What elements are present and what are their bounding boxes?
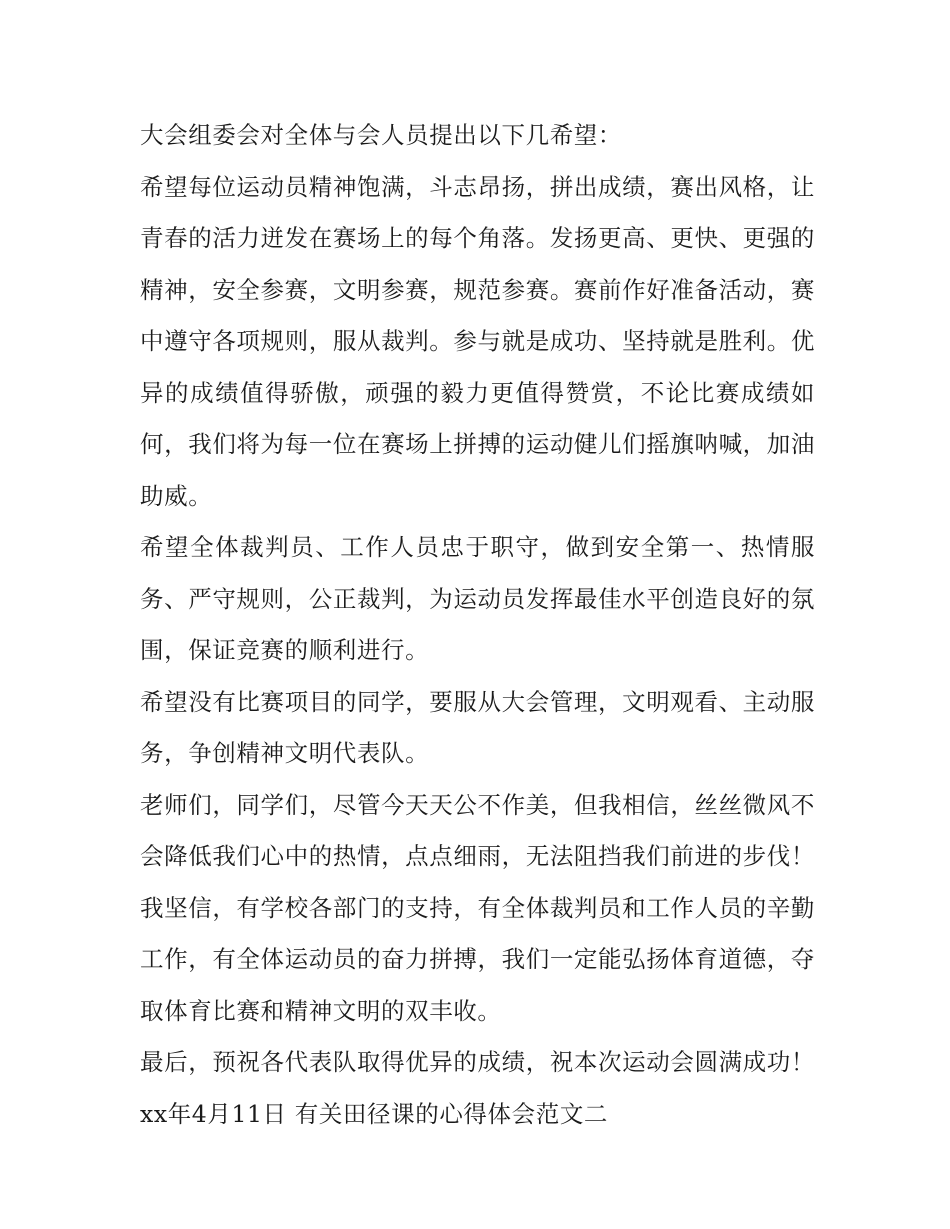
paragraph-referees: 希望全体裁判员、工作人员忠于职守，做到安全第一、热情服务、严守规则，公正裁判，为运动员发挥最佳水平创造良好的氛围，保证竞赛的顺利进行。	[140, 533, 815, 664]
paragraph-teachers-students: 老师们，同学们，尽管今天天公不作美，但我相信，丝丝微风不会降低我们心中的热情，点点细雨，无法阻挡我们前进的步伐！我坚信，有学校各部门的支持，有全体裁判员和工作人员的辛勤工作，有全体运动员的奋力拼搏，我们一定能弘扬体育道德，夺取体育比赛和精神文明的双丰收。	[140, 790, 815, 1025]
paragraph-intro: 大会组委会对全体与会人员提出以下几希望：	[140, 121, 622, 149]
document-body	[140, 110, 815, 1140]
paragraph-closing: 最后，预祝各代表队取得优异的成绩，祝本次运动会圆满成功！ xx年4月11日 有关田径课的心得体会范文二	[140, 1048, 815, 1128]
paragraph-athletes: 希望每位运动员精神饱满，斗志昂扬，拼出成绩，赛出风格，让青春的活力迸发在赛场上的每个角落。发扬更高、更快、更强的精神，安全参赛，文明参赛，规范参赛。赛前作好准备活动，赛中遵守各项规则，服从裁判。参与就是成功、坚持就是胜利。优异的成绩值得骄傲，顽强的毅力更值得赞赏，不论比赛成绩如何，我们将为每一位在赛场上拼搏的运动健儿们摇旗呐喊，加油助威。	[140, 172, 815, 510]
paragraph-students: 希望没有比赛项目的同学，要服从大会管理，文明观看、主动服务，争创精神文明代表队。	[140, 687, 815, 767]
